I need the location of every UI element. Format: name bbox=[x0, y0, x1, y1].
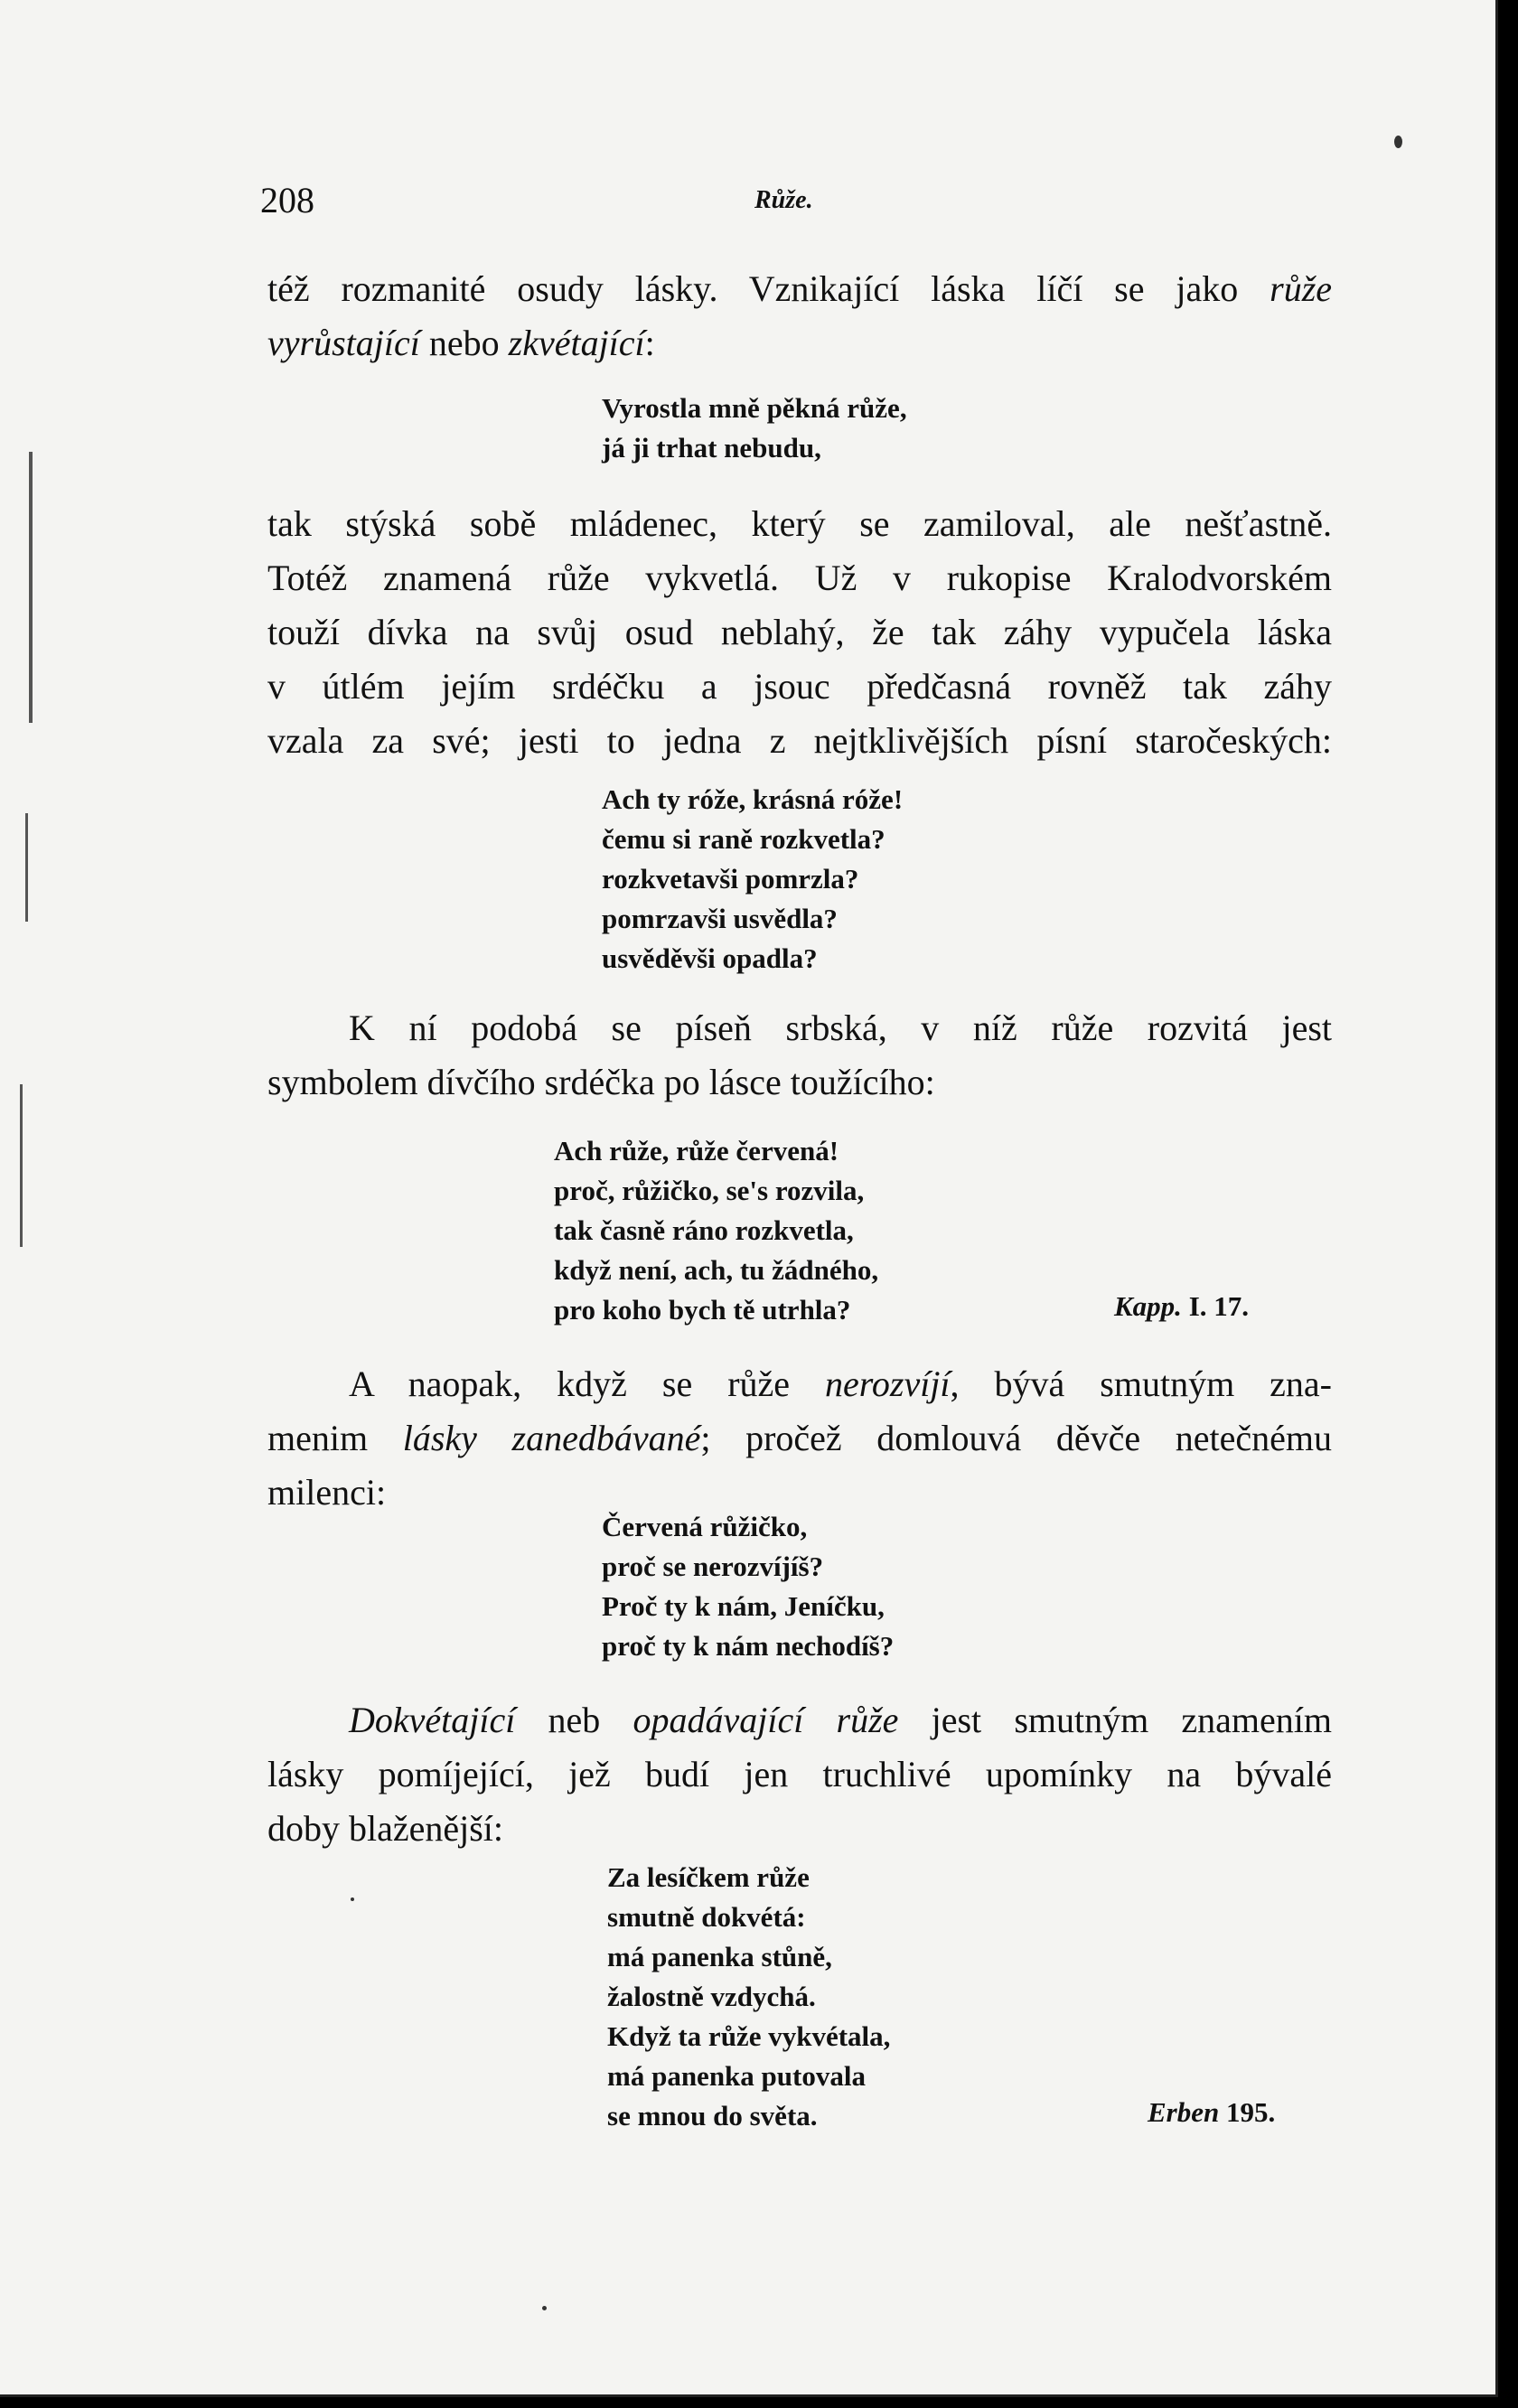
citation-title: Erben bbox=[1148, 2096, 1220, 2128]
verse-line: Červená růžičko, bbox=[602, 1511, 808, 1542]
citation-2 bbox=[1148, 2096, 1275, 2129]
verse-line: proč ty k nám nechodíš? bbox=[602, 1630, 895, 1662]
scan-speck bbox=[542, 2306, 547, 2310]
paragraph-line: v útlém jejím srdéčku a jsouc předčasná rovněž tak záhy bbox=[267, 666, 1332, 707]
verse-3 bbox=[554, 1131, 878, 1330]
text-run: menim bbox=[267, 1418, 369, 1458]
text-run: neb bbox=[548, 1700, 601, 1740]
verse-line: tak časně ráno rozkvetla, bbox=[554, 1214, 854, 1246]
paragraph-line bbox=[267, 316, 1332, 370]
verse-line: pro koho bych tě utrhla? bbox=[554, 1294, 851, 1326]
paragraph-1 bbox=[267, 262, 1332, 370]
verse-2 bbox=[602, 780, 903, 979]
citation-title: Kapp. bbox=[1114, 1290, 1182, 1322]
verse-line: smutně dokvétá: bbox=[607, 1901, 806, 1933]
verse-4 bbox=[602, 1507, 894, 1666]
citation-ref: 195. bbox=[1226, 2096, 1276, 2128]
verse-line: čemu si raně rozkvetla? bbox=[602, 823, 886, 855]
paragraph-line: K ní podobá se píseň srbská, v níž růže rozvitá jest bbox=[349, 1007, 1332, 1048]
citation-ref: I. 17. bbox=[1188, 1290, 1250, 1322]
margin-shadow bbox=[25, 813, 28, 922]
paragraph-line bbox=[267, 262, 1332, 316]
verse-line: Vyrostla mně pěkná růže, bbox=[602, 392, 907, 424]
paragraph-line: vzala za své; jesti to jedna z nejtklivějších písní staročeských: bbox=[267, 720, 1332, 761]
emphasis: vyrůstající bbox=[267, 323, 420, 363]
paragraph-5 bbox=[267, 1693, 1332, 1856]
page-number: 208 bbox=[260, 180, 314, 220]
paragraph-3 bbox=[267, 1001, 1332, 1110]
paragraph-line bbox=[267, 1357, 1332, 1411]
paragraph-4 bbox=[267, 1357, 1332, 1520]
text-run: též rozmanité osudy lásky. Vznikající láska líčí se jako bbox=[267, 268, 1239, 309]
text-run: ; pročež domlouvá děvče netečnému bbox=[700, 1418, 1333, 1458]
emphasis: Dokvétající bbox=[349, 1700, 516, 1740]
verse-line: Ach ty róže, krásná róže! bbox=[602, 783, 904, 815]
paragraph-line bbox=[267, 1693, 1332, 1747]
scan-speck bbox=[351, 1897, 354, 1901]
paragraph-line: milenci: bbox=[267, 1472, 387, 1513]
scan-speck bbox=[1394, 136, 1402, 148]
text-run: nebo bbox=[428, 323, 500, 363]
verse-line: já ji trhat nebudu, bbox=[602, 432, 821, 464]
paragraph-2 bbox=[267, 497, 1332, 768]
page-header bbox=[0, 179, 1495, 224]
verse-5 bbox=[607, 1858, 890, 2136]
verse-line: žalostně vzdychá. bbox=[607, 1981, 816, 2012]
paragraph-line: Totéž znamená růže vykvetlá. Už v rukopise Kralodvorském bbox=[267, 557, 1332, 598]
verse-line: Za lesíčkem růže bbox=[607, 1861, 810, 1893]
verse-line: Když ta růže vykvétala, bbox=[607, 2020, 891, 2052]
verse-1 bbox=[602, 389, 907, 468]
emphasis: lásky zanedbávané bbox=[402, 1418, 701, 1458]
margin-shadow bbox=[29, 452, 33, 723]
emphasis: opadávající růže bbox=[632, 1700, 899, 1740]
paragraph-line bbox=[267, 1411, 1332, 1466]
paragraph-line: touží dívka na svůj osud neblahý, že tak záhy vypučela láska bbox=[267, 612, 1332, 652]
text-run: jest smutným znamením bbox=[931, 1700, 1333, 1740]
verse-line: usvěděvši opadla? bbox=[602, 942, 818, 974]
running-title: Růže. bbox=[754, 186, 813, 214]
verse-line: má panenka stůně, bbox=[607, 1941, 832, 1972]
verse-line: se mnou do světa. bbox=[607, 2100, 818, 2132]
verse-line: když není, ach, tu žádného, bbox=[554, 1254, 879, 1286]
text-run: , bývá smutným zna- bbox=[950, 1363, 1332, 1404]
paragraph-line: lásky pomíjející, jež budí jen truchlivé upomínky na bývalé bbox=[267, 1754, 1332, 1794]
verse-line: rozkvetavši pomrzla? bbox=[602, 863, 859, 895]
margin-shadow bbox=[20, 1084, 23, 1247]
text-run: : bbox=[644, 323, 655, 363]
verse-line: Proč ty k nám, Jeníčku, bbox=[602, 1590, 885, 1622]
verse-line: pomrzavši usvědla? bbox=[602, 903, 838, 934]
citation-1 bbox=[1114, 1290, 1249, 1323]
text-run: A naopak, když se růže bbox=[349, 1363, 791, 1404]
emphasis: zkvétající bbox=[508, 323, 645, 363]
emphasis: růže bbox=[1270, 268, 1333, 309]
emphasis: nerozvíjí bbox=[825, 1363, 951, 1404]
paragraph-line: symbolem dívčího srdéčka po lásce toužícího: bbox=[267, 1062, 935, 1102]
verse-line: Ach růže, růže červená! bbox=[554, 1135, 839, 1167]
verse-line: proč se nerozvíjíš? bbox=[602, 1551, 824, 1582]
paragraph-line: doby blaženější: bbox=[267, 1808, 504, 1849]
verse-line: proč, růžičko, se's rozvila, bbox=[554, 1175, 865, 1206]
verse-line: má panenka putovala bbox=[607, 2060, 866, 2092]
paragraph-line: tak stýská sobě mládenec, který se zamiloval, ale nešťastně. bbox=[267, 503, 1332, 544]
